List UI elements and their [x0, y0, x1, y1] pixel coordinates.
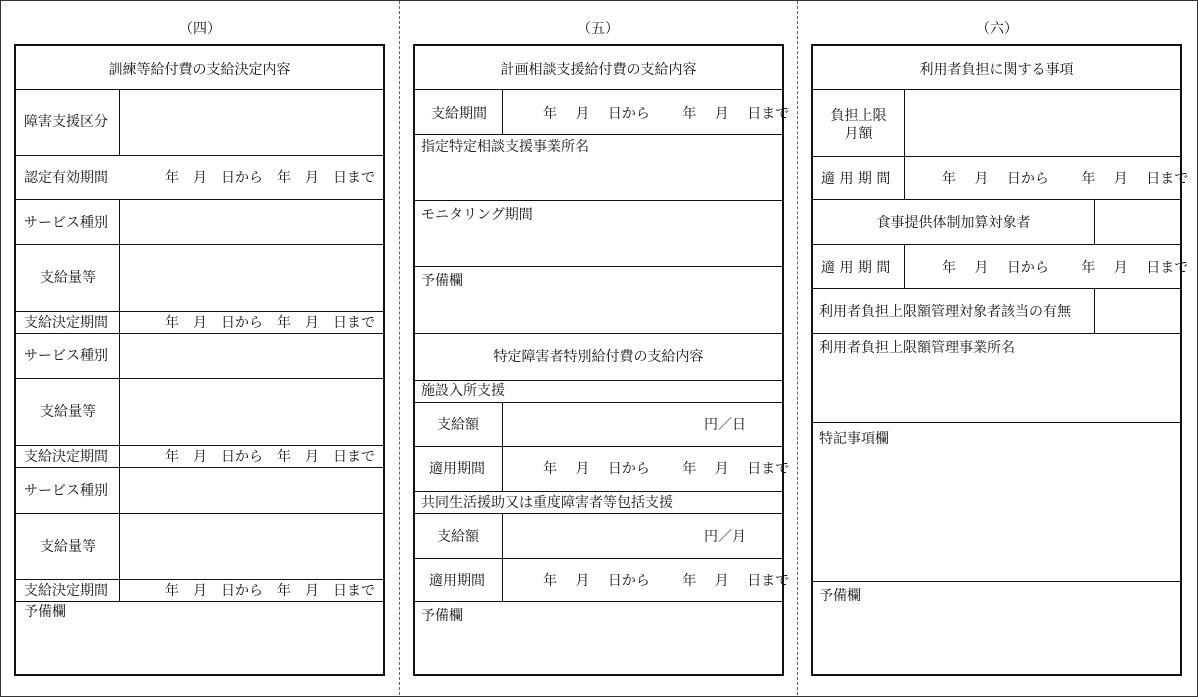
panel-5-reserve-label-2: 予備欄 [421, 608, 463, 624]
panel-6-form [811, 44, 1189, 676]
payment-period-label: 支給期間 [431, 106, 487, 122]
group-home-period-label: 適用期間 [429, 573, 485, 589]
decision-period-label-1: 支給決定期間 [24, 315, 108, 331]
limit-period-dates: 年 月 日から 年 月 日まで [942, 171, 1189, 187]
amount-label-3: 支給量等 [40, 539, 96, 555]
meal-period-dates: 年 月 日から 年 月 日まで [942, 260, 1189, 276]
panel-4-form [14, 44, 385, 676]
decision-period-dates-3: 年 月 日から 年 月 日まで [165, 583, 375, 599]
panel-5-title: （五） [577, 21, 619, 37]
amount-label-1: 支給量等 [40, 270, 96, 286]
special-notes-label: 特記事項欄 [819, 431, 889, 447]
meal-period-label: 適 用 期 間 [821, 260, 891, 276]
service-type-label-3: サービス種別 [24, 483, 108, 499]
group-home-label: 共同生活援助又は重度障害者等包括支援 [421, 495, 673, 511]
panel-4-header: 訓練等給付費の支給決定内容 [108, 62, 291, 78]
facility-per-day: 円／日 [704, 417, 746, 433]
panel-5-form [413, 44, 790, 676]
group-home-period-dates: 年 月 日から 年 月 日まで [543, 573, 790, 589]
meal-label: 食事提供体制加算対象者 [876, 215, 1031, 231]
decision-period-label-2: 支給決定期間 [24, 449, 108, 465]
mgmt-target-label: 利用者負担上限額管理対象者該当の有無 [819, 304, 1071, 320]
panel-4-reserve-label: 予備欄 [24, 604, 66, 620]
panel-6-title: （六） [976, 21, 1018, 37]
fold-line-right [797, 1, 798, 695]
panel-5-header-2: 特定障害者特別給付費の支給内容 [493, 349, 704, 365]
limit-period-label: 適 用 期 間 [821, 171, 891, 187]
disability-class-label: 障害支援区分 [24, 114, 108, 130]
decision-period-dates-1: 年 月 日から 年 月 日まで [165, 315, 375, 331]
panel-6-header: 利用者負担に関する事項 [919, 62, 1074, 78]
group-home-amount-label: 支給額 [437, 529, 479, 545]
payment-period-dates: 年 月 日から 年 月 日まで [543, 106, 790, 122]
mgmt-office-label: 利用者負担上限額管理事業所名 [819, 340, 1015, 356]
office-name-label: 指定特定相談支援事業所名 [421, 139, 589, 155]
facility-period-label: 適用期間 [429, 461, 485, 477]
panel-6-reserve-label: 予備欄 [819, 588, 861, 604]
service-type-label-2: サービス種別 [24, 348, 108, 364]
limit-label-line1: 負担上限 [830, 108, 887, 124]
decision-period-dates-2: 年 月 日から 年 月 日まで [165, 449, 375, 465]
cert-period-dates: 年 月 日から 年 月 日まで [165, 170, 375, 186]
panel-5-header: 計画相談支援給付費の支給内容 [500, 62, 697, 78]
service-type-label-1: サービス種別 [24, 215, 108, 231]
amount-label-2: 支給量等 [40, 404, 96, 420]
facility-label: 施設入所支援 [421, 383, 505, 399]
decision-period-label-3: 支給決定期間 [24, 583, 108, 599]
panel-4-title: （四） [179, 21, 221, 37]
facility-amount-label: 支給額 [437, 417, 479, 433]
facility-period-dates: 年 月 日から 年 月 日まで [543, 461, 790, 477]
limit-label-line2: 月額 [844, 126, 873, 142]
fold-line-left [399, 1, 400, 695]
cert-period-label: 認定有効期間 [24, 170, 108, 186]
monitoring-label: モニタリング期間 [421, 207, 533, 223]
group-home-per-month: 円／月 [704, 529, 746, 545]
panel-5-reserve-label-1: 予備欄 [421, 273, 463, 289]
